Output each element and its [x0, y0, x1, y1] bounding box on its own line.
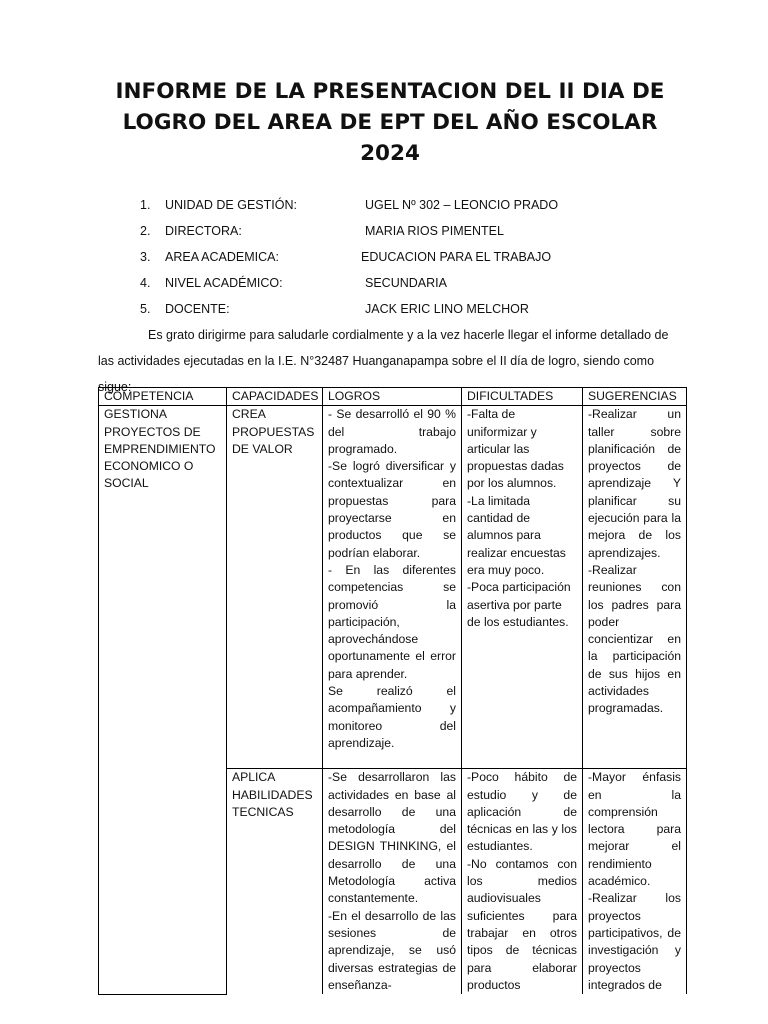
table-header-row	[99, 388, 687, 406]
info-value: MARIA RIOS PIMENTEL	[365, 224, 504, 238]
logro-item: -Se logró diversificar y contextualizar en propuestas para proyectarse en productos que se podrían elaborar.	[328, 459, 456, 560]
info-label: NIVEL ACADÉMICO:	[165, 276, 283, 290]
header-dificultades: DIFICULTADES	[462, 388, 583, 406]
dificultad-item: -No contamos con los medios audiovisuales suficientes para trabajar en otros tipos de técnicas para elaborar productos	[467, 856, 577, 992]
info-value: EDUCACION PARA EL TRABAJO	[361, 250, 552, 264]
dificultades-cell	[462, 406, 583, 769]
info-value: JACK ERIC LINO MELCHOR	[365, 302, 529, 316]
sugerencia-item: -Mayor énfasis en la comprensión lectora para mejorar el rendimiento académico.	[588, 770, 681, 889]
capacidad-cell: APLICA HABILIDADES TECNICAS	[227, 769, 323, 994]
info-list	[140, 192, 700, 322]
info-value: UGEL Nº 302 – LEONCIO PRADO	[365, 198, 559, 212]
sugerencias-cell	[583, 406, 687, 769]
capacidad-cell: CREA PROPUESTAS DE VALOR	[227, 406, 323, 769]
logro-item: -En el desarrollo de las sesiones de aprendizaje, se usó diversas estrategias de enseñanza-	[328, 908, 456, 992]
dificultad-item: -La limitada cantidad de alumnos para realizar encuestas era muy poco.	[467, 493, 566, 577]
info-item	[140, 244, 700, 270]
header-logros: LOGROS	[323, 388, 462, 406]
logro-item: -Se desarrollaron las actividades en base al desarrollo de una metodología del DESIGN THINKING, el desarrollo de una Metodología activa constantemente.	[328, 770, 456, 906]
sugerencia-item: -Realizar un taller sobre planificación de proyectos de aprendizaje Y planificar su ejecución para la mejora de los aprendizajes.	[588, 407, 681, 560]
info-number: 5.	[140, 302, 151, 316]
sugerencia-item: -Realizar reuniones con los padres para poder concientizar en la participación de sus hijos en actividades programadas.	[588, 562, 681, 716]
dificultad-item: -Poco hábito de estudio y de aplicación de técnicas en las y los estudiantes.	[467, 770, 577, 854]
info-item	[140, 296, 700, 322]
info-number: 3.	[140, 250, 151, 264]
header-capacidades: CAPACIDADES	[227, 388, 323, 406]
info-label: DIRECTORA:	[165, 224, 242, 238]
header-sugerencias: SUGERENCIAS	[583, 388, 687, 406]
sugerencia-item: -Realizar los proyectos participativos, de investigación y proyectos integrados de	[588, 891, 681, 992]
dificultad-item: -Falta de uniformizar y articular las propuestas dadas por los alumnos.	[467, 407, 564, 491]
logro-item: - En las diferentes competencias se promovió la participación, aprovechándose oportunamente el error para aprender.	[328, 562, 456, 681]
logro-item: Se realizó el acompañamiento y monitoreo del aprendizaje.	[328, 684, 456, 750]
info-number: 2.	[140, 224, 151, 238]
info-label: DOCENTE:	[165, 302, 230, 316]
info-label: AREA ACADEMICA:	[165, 250, 279, 264]
info-number: 4.	[140, 276, 151, 290]
logros-cell	[323, 769, 462, 994]
info-item	[140, 270, 700, 296]
header-competencia: COMPETENCIA	[99, 388, 227, 406]
dificultad-item: -Poca participación asertiva por parte de los estudiantes.	[467, 580, 571, 629]
report-table	[98, 387, 687, 995]
info-item	[140, 218, 700, 244]
info-value: SECUNDARIA	[365, 276, 447, 290]
info-label: UNIDAD DE GESTIÓN:	[165, 198, 297, 212]
document-title: INFORME DE LA PRESENTACION DEL II DIA DE LOGRO DEL AREA DE EPT DEL AÑO ESCOLAR 2024	[115, 79, 665, 166]
dificultades-cell	[462, 769, 583, 994]
table-row	[99, 406, 687, 769]
sugerencias-cell	[583, 769, 687, 994]
logro-item: - Se desarrolló el 90 % del trabajo programado.	[328, 407, 456, 456]
logros-cell	[323, 406, 462, 769]
competencia-cell: GESTIONA PROYECTOS DE EMPRENDIMIENTO ECONOMICO O SOCIAL	[99, 406, 227, 994]
intro-text: Es grato dirigirme para saludarle cordialmente y a la vez hacerle llegar el informe detallado de las actividades ejecutadas en la I.E. N°32487 Huanganapampa sobre el II día de logro, siendo como sigue:	[98, 328, 669, 394]
info-number: 1.	[140, 198, 151, 212]
info-item	[140, 192, 700, 218]
